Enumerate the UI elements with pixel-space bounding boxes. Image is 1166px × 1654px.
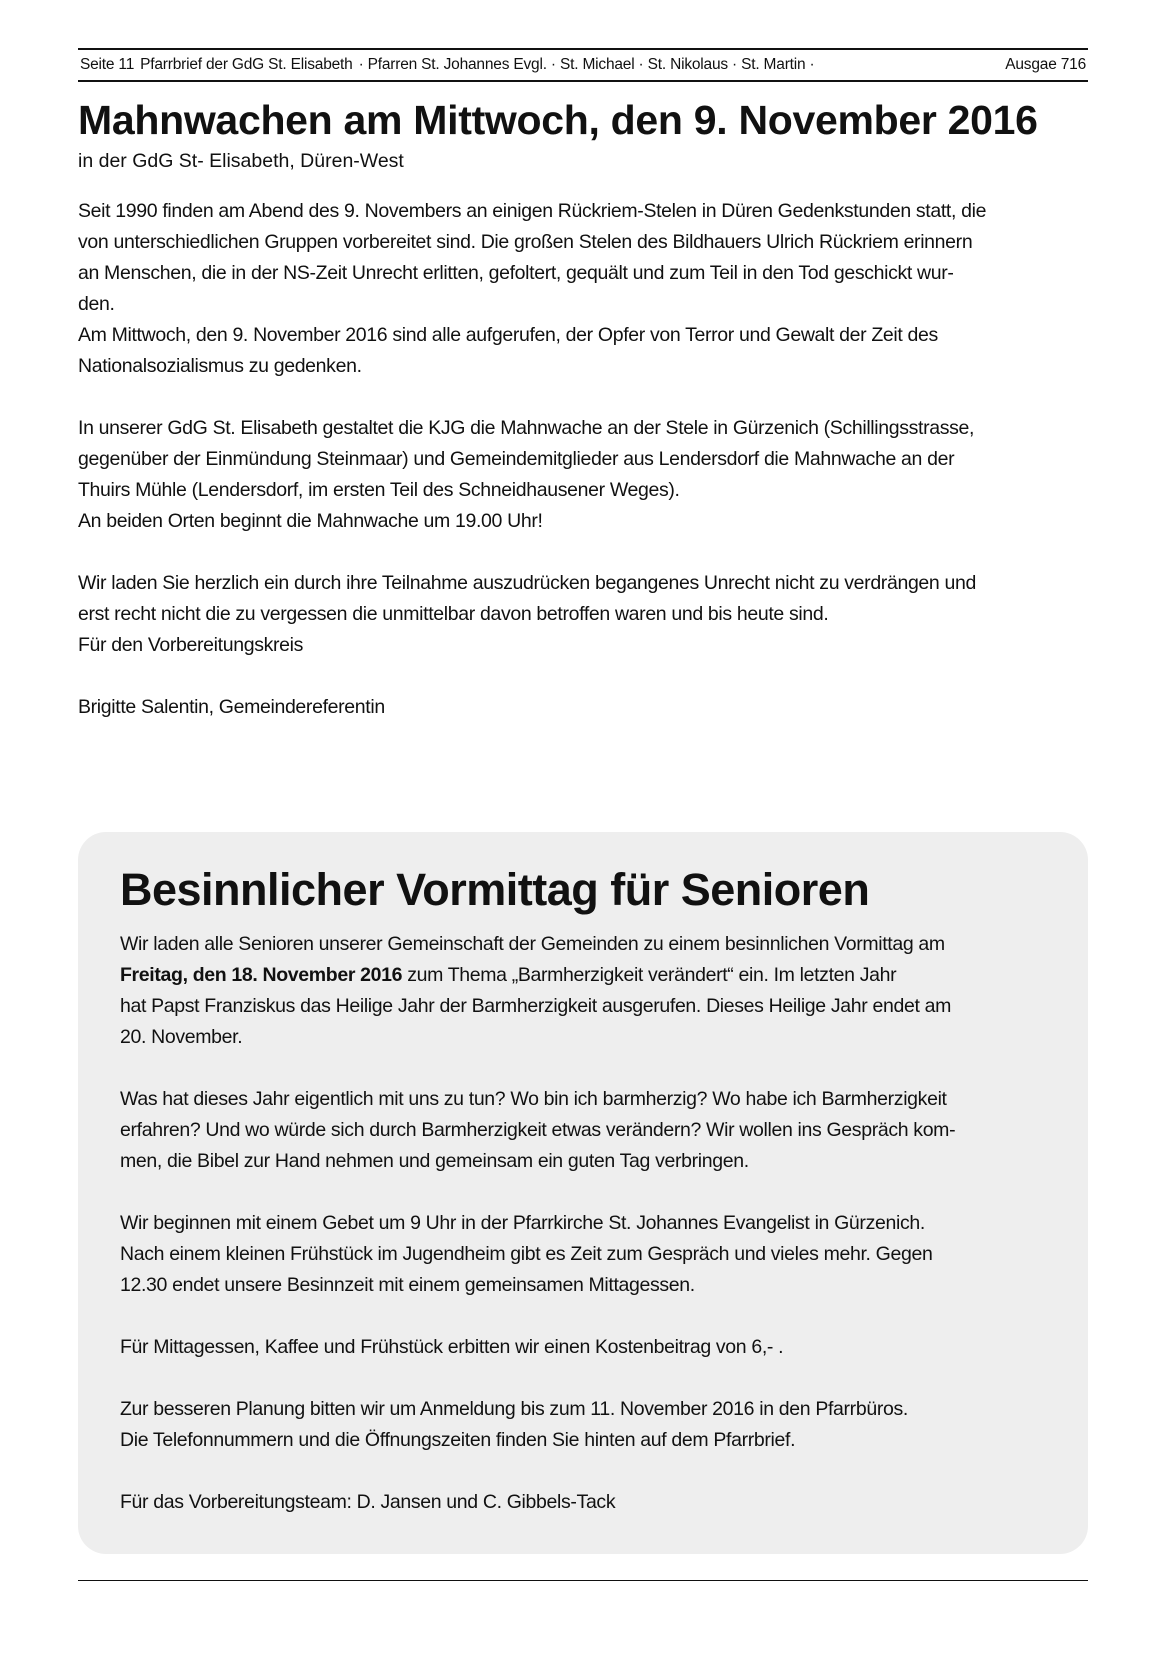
text-line: Die Telefonnummern und die Öffnungszeiten finden Sie hinten auf dem Pfarrbrief. [120,1428,796,1451]
text-line [120,960,1048,991]
text-line: Wir laden alle Senioren unserer Gemeinschaft der Gemeinden zu einem besinnlichen Vormittag am [120,932,945,955]
text-line: Für Mittagessen, Kaffee und Frühstück erbitten wir einen Kostenbeitrag von 6,- . [120,1335,784,1358]
text-line: den. [78,293,115,316]
text-line: Nationalsozialismus zu gedenken. [78,355,362,378]
text-line: In unserer GdG St. Elisabeth gestaltet die KJG die Mahnwache an der Stele in Gürzenich (Schillingsstrasse, [78,417,975,440]
publication-name: Pfarrbrief der GdG St. Elisabeth [140,56,353,73]
text-fragment: zum Thema „Barmherzigkeit verändert“ ein. Im letzten Jahr [402,963,897,986]
senioren-info-box [78,832,1088,1554]
text-line: 12.30 endet unsere Besinnzeit mit einem gemeinsamen Mittagessen. [120,1273,695,1296]
text-line: an Menschen, die in der NS-Zeit Unrecht erlitten, gefoltert, gequält und zum Teil in den Tod geschickt wur- [78,262,954,285]
text-line: Was hat dieses Jahr eigentlich mit uns zu tun? Wo bin ich barmherzig? Wo habe ich Barmherzigkeit [120,1087,947,1110]
text-line: hat Papst Franziskus das Heilige Jahr der Barmherzigkeit ausgerufen. Dieses Heilige Jahr endet am [120,994,951,1017]
text-line: Thuirs Mühle (Lendersdorf, im ersten Teil des Schneidhausener Weges). [78,479,680,502]
text-line: Seit 1990 finden am Abend des 9. Novembers an einigen Rückriem-Stelen in Düren Gedenkstunden statt, die [78,200,987,223]
text-line: men, die Bibel zur Hand nehmen und gemeinsam ein guten Tag verbringen. [120,1149,749,1172]
text-line: erst recht nicht die zu vergessen die unmittelbar davon betroffen waren und bis heute sind. [78,603,829,626]
article-body-mahnwachen [78,196,1088,723]
text-line: Für den Vorbereitungskreis [78,634,304,657]
page-number: Seite 11 [80,56,135,73]
signature-line: Brigitte Salentin, Gemeindereferentin [78,696,385,719]
text-line: Zur besseren Planung bitten wir um Anmeldung bis zum 11. November 2016 in den Pfarrbüros. [120,1397,908,1420]
parish-list: · Pfarren St. Johannes Evgl. · St. Michael · St. Nikolaus · St. Martin · [358,56,815,73]
issue-number: Ausgae 716 [1005,56,1086,73]
signature-line: Für das Vorbereitungsteam: D. Jansen und C. Gibbels-Tack [120,1490,616,1513]
bottom-rule [78,1580,1088,1581]
article-subtitle: in der GdG St- Elisabeth, Düren-West [78,150,404,173]
article-title-mahnwachen: Mahnwachen am Mittwoch, den 9. November 2016 [78,97,1038,143]
page [78,48,1088,723]
text-line: von unterschiedlichen Gruppen vorbereitet sind. Die großen Stelen des Bildhauers Ulrich Rückriem erinnern [78,231,973,254]
article-body-senioren [120,929,1048,1518]
text-line: erfahren? Und wo würde sich durch Barmherzigkeit etwas verändern? Wir wollen ins Gespräch kom- [120,1118,956,1141]
text-line: Wir beginnen mit einem Gebet um 9 Uhr in der Pfarrkirche St. Johannes Evangelist in Gürzenich. [120,1211,925,1234]
running-header-left [80,56,815,74]
text-line: An beiden Orten beginnt die Mahnwache um 19.00 Uhr! [78,510,543,533]
article-title-senioren: Besinnlicher Vormittag für Senioren [120,864,870,915]
text-line: 20. November. [120,1025,243,1048]
text-line: Am Mittwoch, den 9. November 2016 sind alle aufgerufen, der Opfer von Terror und Gewalt der Zeit des [78,324,938,347]
text-line: gegenüber der Einmündung Steinmaar) und Gemeindemitglieder aus Lendersdorf die Mahnwache an der [78,448,955,471]
text-line: Wir laden Sie herzlich ein durch ihre Teilnahme auszudrücken begangenes Unrecht nicht zu verdrängen und [78,572,976,595]
event-date: Freitag, den 18. November 2016 [120,963,403,986]
text-line: Nach einem kleinen Frühstück im Jugendheim gibt es Zeit zum Gespräch und vieles mehr. Gegen [120,1242,933,1265]
running-header [78,48,1088,82]
